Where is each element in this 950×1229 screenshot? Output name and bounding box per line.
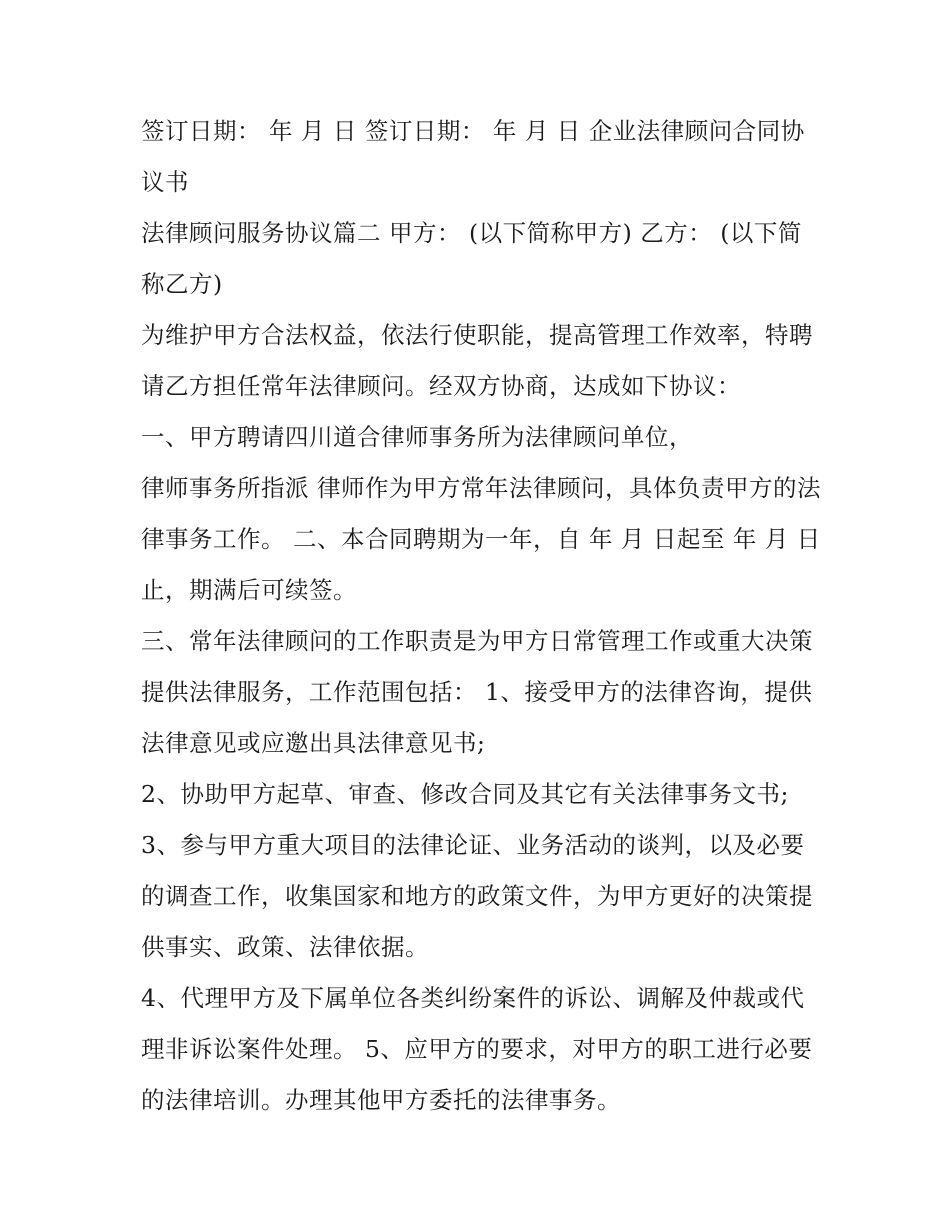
- paragraph-preamble: 为维护甲方合法权益，依法行使职能，提高管理工作效率，特聘请乙方担任常年法律顾问。经双方协商，达成如下协议：: [141, 321, 813, 400]
- paragraph-clause-1-2: 律师事务所指派 律师作为甲方常年法律顾问，具体负责甲方的法律事务工作。 二、本合同聘期为一年，自 年 月 日起至 年 月 日止，期满后可续签。: [141, 474, 821, 604]
- document-body: [141, 106, 821, 1126]
- paragraph-agreement-parties: 法律顾问服务协议篇二 甲方： (以下简称甲方) 乙方： (以下简称乙方): [141, 219, 802, 298]
- paragraph-signing-date: 签订日期： 年 月 日 签订日期： 年 月 日 企业法律顾问合同协议书: [141, 117, 805, 196]
- paragraph-duty-2: 2、协助甲方起草、审查、修改合同及其它有关法律事务文书;: [141, 780, 789, 808]
- paragraph-duty-4-5: 4、代理甲方及下属单位各类纠纷案件的诉讼、调解及仲裁或代理非诉讼案件处理。 5、应甲方的要求，对甲方的职工进行必要的法律培训。办理其他甲方委托的法律事务。: [141, 984, 813, 1114]
- paragraph-clause-1: 一、甲方聘请四川道合律师事务所为法律顾问单位，: [141, 423, 693, 451]
- paragraph-clause-3: 三、常年法律顾问的工作职责是为甲方日常管理工作或重大决策提供法律服务，工作范围包括： 1、接受甲方的法律咨询，提供法律意见或应邀出具法律意见书;: [141, 627, 813, 757]
- paragraph-duty-3: 3、参与甲方重大项目的法律论证、业务活动的谈判，以及必要的调查工作，收集国家和地方的政策文件，为甲方更好的决策提供事实、政策、法律依据。: [141, 831, 813, 961]
